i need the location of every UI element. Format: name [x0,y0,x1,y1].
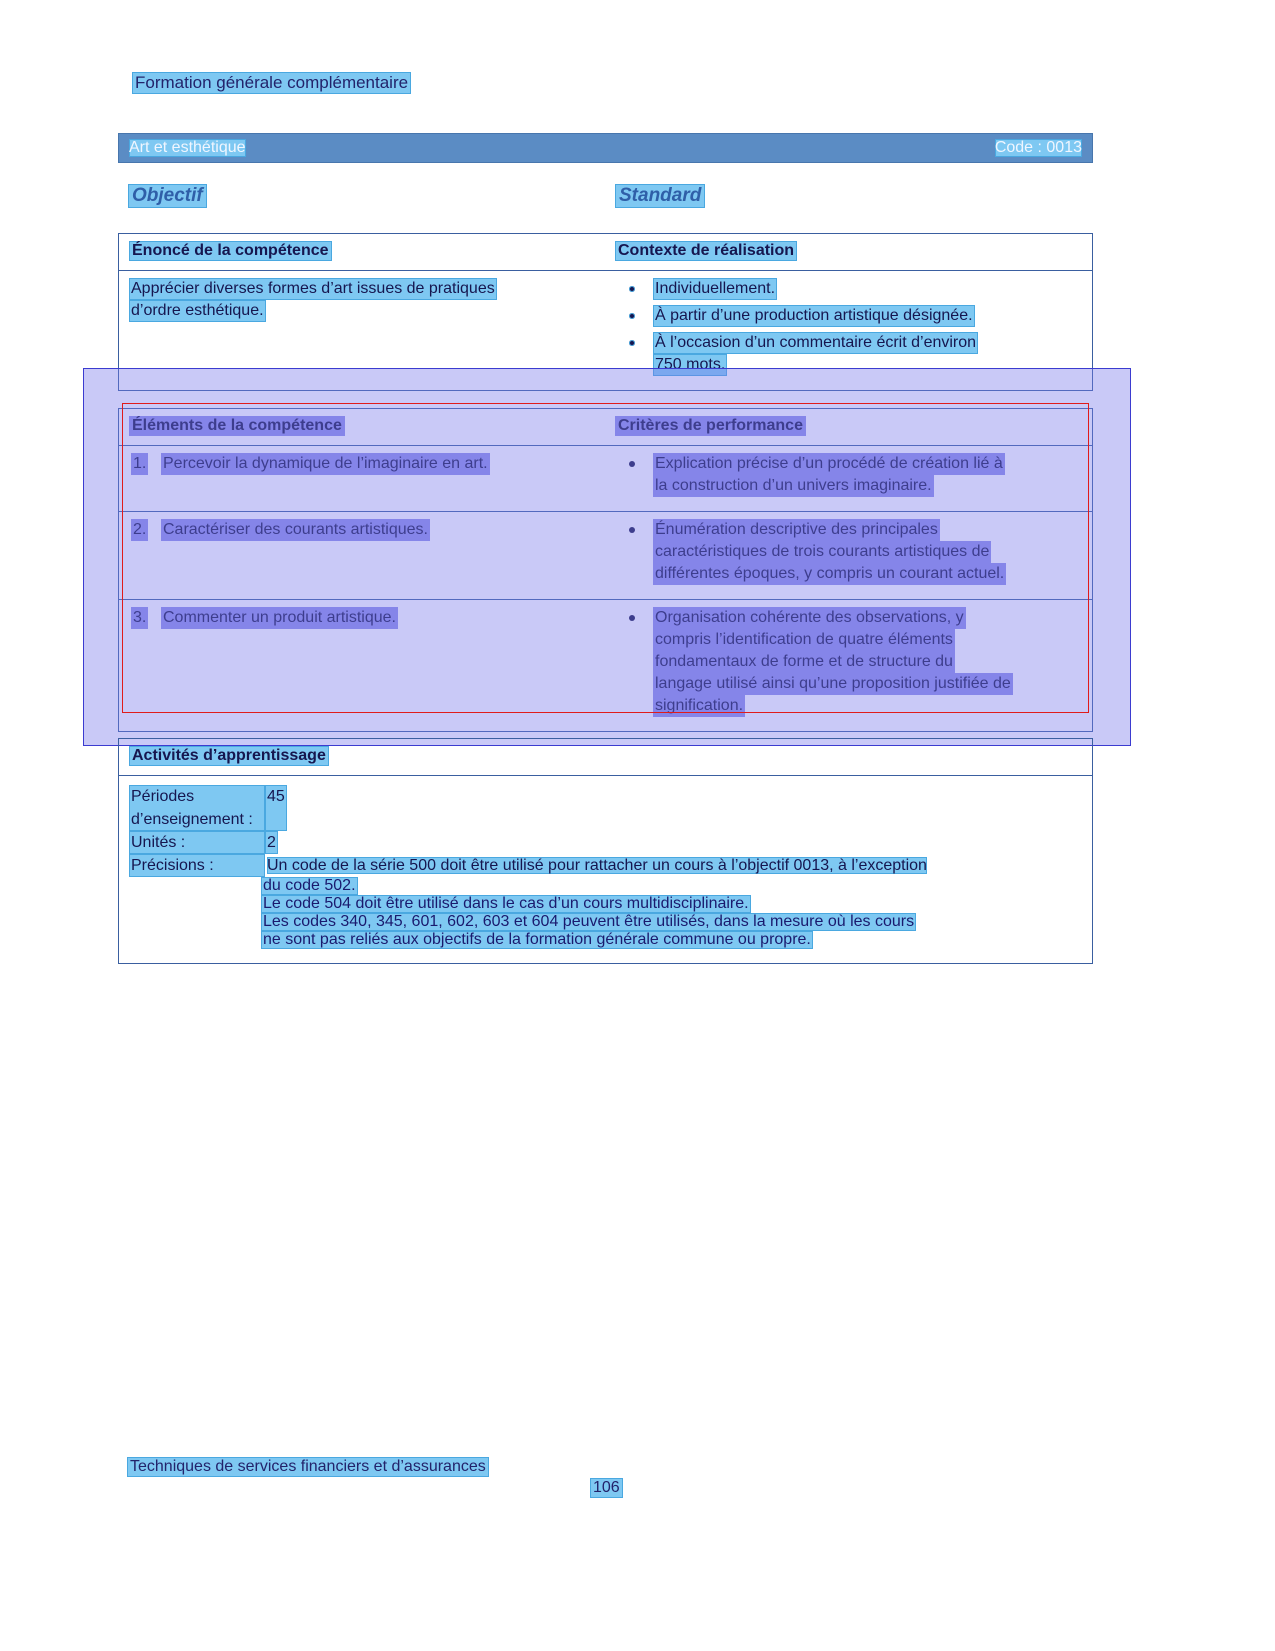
running-header: Formation générale complémentaire [132,72,411,94]
units-line [129,831,1082,854]
list-item [615,278,1082,300]
bullet-icon [629,615,635,621]
criteria-line: signification. [653,695,745,717]
periods-value: 45 [265,785,287,831]
objectif-label: Objectif [128,184,207,208]
list-item [615,453,1082,497]
list-item [615,519,1082,585]
enonce-header: Énoncé de la compétence [129,241,332,261]
element-item [129,607,601,629]
precisions-text-line: ne sont pas reliés aux objectifs de la formation générale commune ou propre. [263,931,811,948]
elements-header-left-cell [119,409,611,445]
criteria-cell [611,446,1092,511]
page-number: 106 [590,1478,623,1498]
criteria-line: Énumération descriptive des principales [653,519,940,541]
competence-header-left-cell [119,234,611,270]
list-item [615,305,1082,327]
precisions-text-line: Les codes 340, 345, 601, 602, 603 et 604 peuvent être utilisés, dans la mesure où les cours [263,913,915,930]
precisions-text-line: Le code 504 doit être utilisé dans le cas d’un cours multidisciplinaire. [263,895,749,912]
statement-line: Apprécier diverses formes d’art issues de pratiques [129,278,497,300]
bullet-icon [629,313,635,319]
element-line: Percevoir la dynamique de l’imaginaire en art. [161,453,490,475]
precisions-text-line: Un code de la série 500 doit être utilisé pour rattacher un cours à l’objectif 0013, à l’exception [267,857,927,874]
element-number: 2. [131,519,148,541]
footer-program-name: Techniques de services financiers et d’assurances [127,1457,489,1477]
competence-statement [129,278,601,322]
bullet-icon [629,461,635,467]
periods-line [129,785,1082,831]
list-item [615,332,1082,376]
bullet-icon [629,286,635,292]
competence-context-cell [611,271,1092,390]
activities-header-row [119,739,1092,776]
activities-table [118,738,1093,964]
elements-header: Éléments de la compétence [129,416,345,436]
criteria-line: compris l’identification de quatre éléments [653,629,955,651]
criteria-cell [611,512,1092,599]
criteria-list [615,607,1082,717]
element-item [129,519,601,541]
units-label: Unités : [129,831,265,854]
criteria-line: caractéristiques de trois courants artistiques de [653,541,991,563]
bullet-icon [629,340,635,346]
element-line: Commenter un produit artistique. [161,607,398,629]
elements-header-row [119,409,1092,446]
element-cell [119,446,611,511]
activities-body-row [119,776,1092,963]
element-line: Caractériser des courants artistiques. [161,519,430,541]
context-line: Individuellement. [653,278,777,300]
course-code: Code : 0013 [994,139,1082,156]
competence-header-row [119,234,1092,271]
criteria-line: Explication précise d’un procédé de création lié à [653,453,1005,475]
criteria-line: différentes époques, y compris un courant actuel. [653,563,1006,585]
criteria-line: Organisation cohérente des observations, y [653,607,966,629]
precisions-text-line: du code 502. [263,877,356,894]
context-line: 750 mots. [653,354,727,376]
periods-label: Périodes d’enseignement : [129,785,265,831]
element-cell [119,600,611,731]
precisions-line [129,854,1082,877]
table-row [119,512,1092,600]
precisions-first-line [265,854,929,877]
competence-body-row [119,271,1092,390]
context-list [615,278,1082,376]
contexte-header: Contexte de réalisation [615,241,797,261]
criteria-line: langage utilisé ainsi qu’une proposition justifiée de [653,673,1013,695]
elements-table [118,408,1093,732]
table-row [119,600,1092,731]
table-row [119,446,1092,512]
criteres-header: Critères de performance [615,416,806,436]
activities-body-cell [119,776,1092,963]
course-title-band [118,133,1093,163]
context-line: À l’occasion d’un commentaire écrit d’environ [653,332,978,354]
element-item [129,453,601,475]
precisions-continuation [261,877,1082,949]
element-cell [119,512,611,599]
criteria-line: fondamentaux de forme et de structure du [653,651,955,673]
course-title: Art et esthétique [129,139,246,156]
element-number: 3. [131,607,148,629]
activities-header: Activités d’apprentissage [129,746,329,766]
elements-header-right-cell [611,409,1092,445]
competence-statement-cell [119,271,611,390]
activities-header-cell [119,739,1092,775]
bullet-icon [629,527,635,533]
precisions-label: Précisions : [129,854,265,877]
criteria-line: la construction d’un univers imaginaire. [653,475,934,497]
criteria-list [615,519,1082,585]
context-line: À partir d’une production artistique désignée. [653,305,975,327]
competence-header-right-cell [611,234,1092,270]
standard-label: Standard [615,184,705,208]
units-value: 2 [265,831,278,854]
element-number: 1. [131,453,148,475]
objectif-standard-row [118,182,1093,210]
criteria-cell [611,600,1092,731]
list-item [615,607,1082,717]
criteria-list [615,453,1082,497]
statement-line: d’ordre esthétique. [129,300,266,322]
competence-table [118,233,1093,391]
